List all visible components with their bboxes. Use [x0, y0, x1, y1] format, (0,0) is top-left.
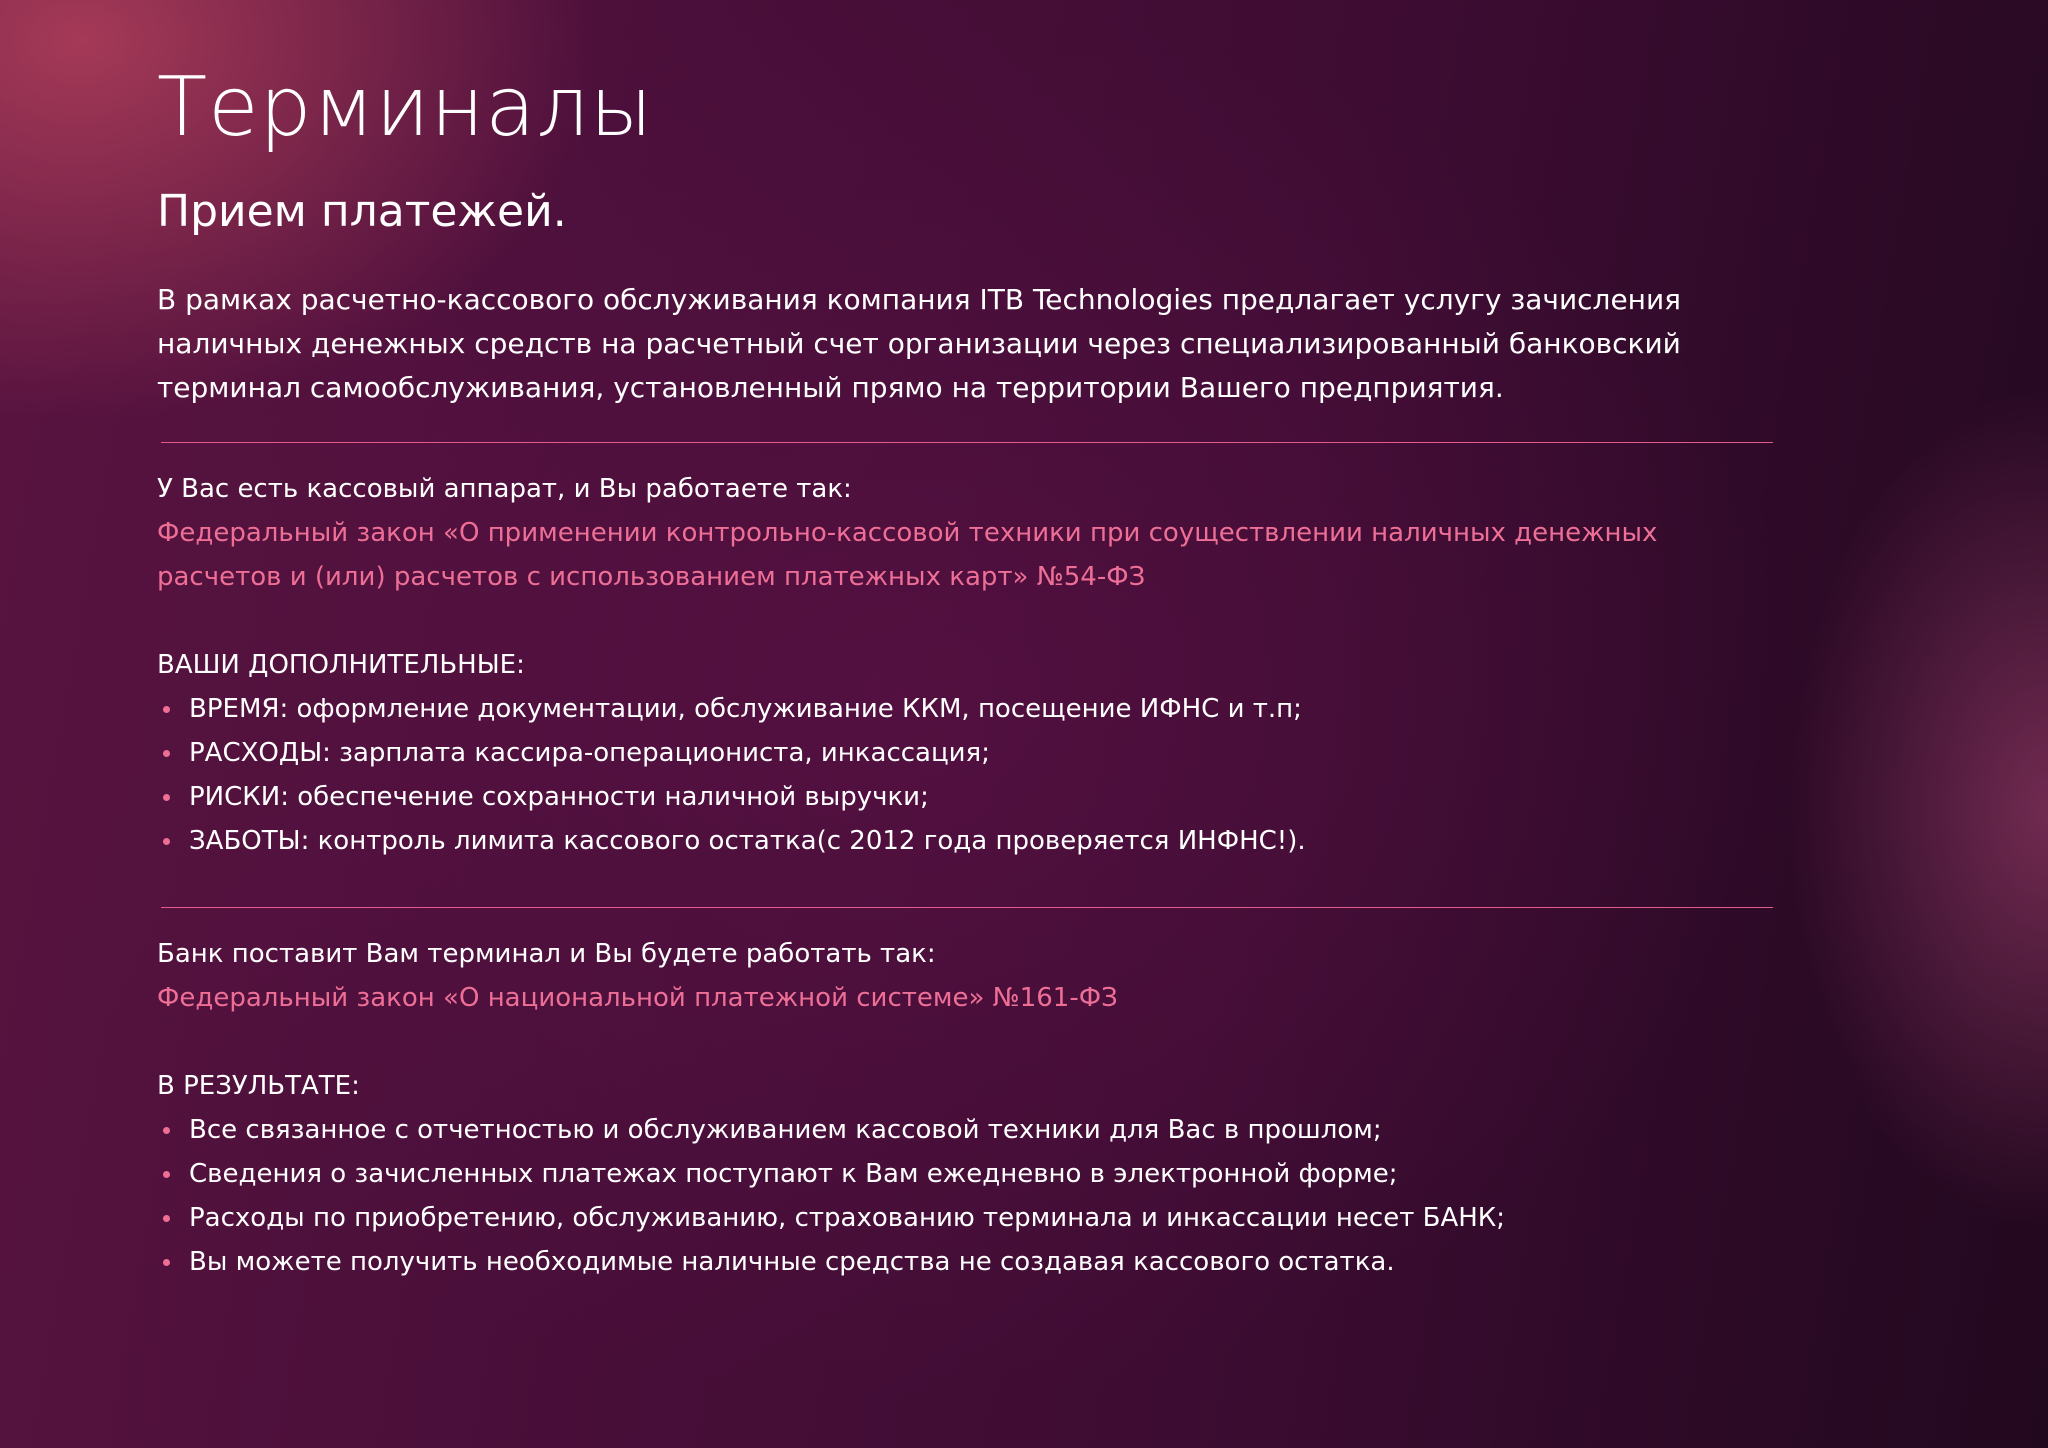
list-item-text: Вы можете получить необходимые наличные средства не создавая кассового остатка. [189, 1247, 1395, 1277]
list-item-text: Все связанное с отчетностью и обслуживанием кассовой техники для Вас в прошлом; [189, 1115, 1382, 1145]
additional-heading: ВАШИ ДОПОЛНИТЕЛЬНЫЕ: [157, 650, 525, 680]
list-item-text: Сведения о зачисленных платежах поступают к Вам ежедневно в электронной форме; [189, 1159, 1398, 1189]
list-item-text: ЗАБОТЫ: контроль лимита кассового остатка(с 2012 года проверяется ИНФНС!). [189, 826, 1306, 856]
list-item [157, 819, 1773, 863]
bullet-icon [163, 1259, 170, 1266]
current-workflow-section [157, 467, 1773, 863]
page-title: Терминалы [157, 60, 654, 155]
current-workflow-lead: У Вас есть кассовый аппарат, и Вы работаете так: [157, 474, 852, 504]
additional-list [157, 687, 1773, 863]
list-item [157, 731, 1773, 775]
list-item [157, 775, 1773, 819]
future-workflow-section [157, 932, 1773, 1284]
bullet-icon [163, 1127, 170, 1134]
law-161-fz-link[interactable]: Федеральный закон «О национальной платежной системе» №161-ФЗ [157, 983, 1118, 1013]
list-item [157, 1152, 1773, 1196]
list-item [157, 1108, 1773, 1152]
list-item-text: РИСКИ: обеспечение сохранности наличной выручки; [189, 782, 929, 812]
list-item [157, 1196, 1773, 1240]
list-item [157, 1240, 1773, 1284]
page-content [157, 58, 1773, 1284]
law-54-fz-link[interactable]: Федеральный закон «О применении контрольно-кассовой техники при соуществлении наличных денежных расчетов и (или) расчетов с использованием платежных карт» №54-ФЗ [157, 518, 1658, 592]
bullet-icon [163, 750, 170, 757]
future-workflow-lead: Банк поставит Вам терминал и Вы будете работать так: [157, 939, 936, 969]
bullet-icon [163, 706, 170, 713]
bullet-icon [163, 794, 170, 801]
bullet-icon [163, 1215, 170, 1222]
bullet-icon [163, 838, 170, 845]
list-item-text: РАСХОДЫ: зарплата кассира-операциониста, инкассация; [189, 738, 990, 768]
bullet-icon [163, 1171, 170, 1178]
list-item-text: ВРЕМЯ: оформление документации, обслуживание ККМ, посещение ИФНС и т.п; [189, 694, 1302, 724]
intro-paragraph: В рамках расчетно-кассового обслуживания компания ITB Technologies предлагает услугу зачисления наличных денежных средств на расчетный счет организации через специализированный банковский терминал самообслуживания, установленный прямо на территории Вашего предприятия. [157, 283, 1682, 404]
result-list [157, 1108, 1773, 1284]
list-item-text: Расходы по приобретению, обслуживанию, страхованию терминала и инкассации несет БАНК; [189, 1203, 1506, 1233]
list-item [157, 687, 1773, 731]
section-divider [161, 442, 1773, 443]
section-divider [161, 907, 1773, 908]
result-heading: В РЕЗУЛЬТАТЕ: [157, 1071, 360, 1101]
page-subtitle: Прием платежей. [157, 186, 567, 237]
